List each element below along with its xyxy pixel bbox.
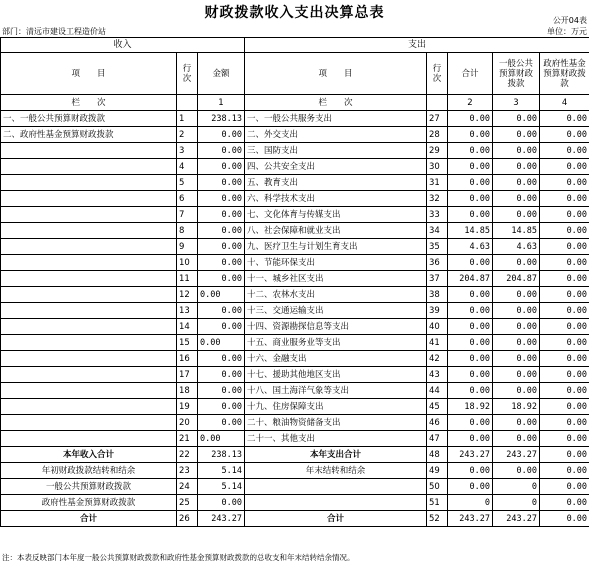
- gov-fund-cell: 0.00: [540, 319, 589, 335]
- income-rowno-cell: 15: [177, 335, 198, 351]
- income-rowno-cell: 14: [177, 319, 198, 335]
- budget-table: [0, 37, 589, 527]
- general-budget-cell: 0.00: [493, 111, 540, 127]
- expense-rowno-cell: 48: [427, 447, 448, 463]
- empty-cell: [427, 95, 448, 111]
- expense-lanci-label: 栏 次: [245, 95, 427, 111]
- general-budget-cell: 0.00: [493, 351, 540, 367]
- expense-item-cell: 六、科学技术支出: [245, 191, 427, 207]
- expense-total-cell: 243.27: [448, 511, 493, 527]
- report-title: 财政拨款收入支出决算总表: [204, 5, 385, 21]
- col-1-label: 1: [198, 95, 245, 111]
- table-row: [1, 175, 589, 191]
- expense-total-cell: 0.00: [448, 255, 493, 271]
- gov-fund-cell: 0.00: [540, 175, 589, 191]
- income-item-cell: [1, 159, 177, 175]
- expense-rowno-cell: 30: [427, 159, 448, 175]
- income-item-cell: 政府性基金预算财政拨款: [1, 495, 177, 511]
- general-budget-cell: 0.00: [493, 191, 540, 207]
- expense-item-cell: 十七、援助其他地区支出: [245, 367, 427, 383]
- general-budget-cell: 0.00: [493, 159, 540, 175]
- header-row-3: [1, 95, 589, 111]
- expense-item-cell: 七、文化体育与传媒支出: [245, 207, 427, 223]
- table-row: [1, 479, 589, 495]
- income-rowno-header: 行次: [177, 53, 198, 95]
- expense-rowno-cell: 37: [427, 271, 448, 287]
- income-amount-cell: 0.00: [198, 207, 245, 223]
- income-rowno-cell: 1: [177, 111, 198, 127]
- general-budget-cell: 0.00: [493, 143, 540, 159]
- income-item-cell: [1, 431, 177, 447]
- gov-fund-cell: 0.00: [540, 207, 589, 223]
- income-amount-cell: 0.00: [198, 255, 245, 271]
- expense-rowno-cell: 40: [427, 319, 448, 335]
- general-budget-cell: 243.27: [493, 511, 540, 527]
- table-row: [1, 127, 589, 143]
- income-rowno-cell: 12: [177, 287, 198, 303]
- expense-total-cell: 0.00: [448, 415, 493, 431]
- income-item-cell: [1, 191, 177, 207]
- general-budget-cell: 0.00: [493, 335, 540, 351]
- general-budget-cell: 0.00: [493, 127, 540, 143]
- expense-rowno-cell: 33: [427, 207, 448, 223]
- gov-fund-cell: 0.00: [540, 159, 589, 175]
- income-item-cell: [1, 415, 177, 431]
- income-rowno-cell: 9: [177, 239, 198, 255]
- col-4-label: 4: [540, 95, 589, 111]
- general-budget-cell: 0.00: [493, 367, 540, 383]
- expense-total-cell: 0.00: [448, 351, 493, 367]
- income-item-cell: [1, 239, 177, 255]
- gov-fund-cell: 0.00: [540, 111, 589, 127]
- income-item-cell: [1, 143, 177, 159]
- general-budget-cell: 204.87: [493, 271, 540, 287]
- expense-rowno-cell: 35: [427, 239, 448, 255]
- expense-item-cell: [245, 479, 427, 495]
- gov-fund-cell: 0.00: [540, 271, 589, 287]
- income-amount-cell: 0.00: [198, 191, 245, 207]
- expense-item-cell: 十、节能环保支出: [245, 255, 427, 271]
- expense-total-cell: 0.00: [448, 111, 493, 127]
- income-amount-cell: 0.00: [198, 303, 245, 319]
- expense-total-cell: 0.00: [448, 143, 493, 159]
- expense-total-cell: 4.63: [448, 239, 493, 255]
- general-budget-cell: 0.00: [493, 255, 540, 271]
- general-budget-cell: 0.00: [493, 383, 540, 399]
- income-item-cell: [1, 175, 177, 191]
- expense-total-cell: 0.00: [448, 383, 493, 399]
- expense-rowno-cell: 44: [427, 383, 448, 399]
- expense-total-cell: 0.00: [448, 191, 493, 207]
- table-row: [1, 159, 589, 175]
- expense-total-cell: 243.27: [448, 447, 493, 463]
- income-amount-cell: 243.27: [198, 511, 245, 527]
- gov-fund-cell: 0.00: [540, 495, 589, 511]
- table-row: [1, 367, 589, 383]
- gov-fund-cell: 0.00: [540, 223, 589, 239]
- table-row: [1, 495, 589, 511]
- table-row: [1, 351, 589, 367]
- unit-label: 单位：万元: [547, 27, 587, 36]
- income-rowno-cell: 26: [177, 511, 198, 527]
- general-budget-header: 一般公共预算财政拨款: [493, 53, 540, 95]
- expense-total-cell: 0: [448, 495, 493, 511]
- income-rowno-cell: 5: [177, 175, 198, 191]
- income-amount-cell: 0.00: [198, 335, 245, 351]
- expense-rowno-cell: 38: [427, 287, 448, 303]
- gov-fund-header: 政府性基金预算财政拨款: [540, 53, 589, 95]
- income-item-header: 项 目: [1, 53, 177, 95]
- expense-rowno-cell: 28: [427, 127, 448, 143]
- gov-fund-cell: 0.00: [540, 191, 589, 207]
- income-amount-cell: 5.14: [198, 463, 245, 479]
- income-lanci-label: 栏 次: [1, 95, 177, 111]
- income-item-cell: [1, 271, 177, 287]
- expense-item-cell: 十五、商业服务业等支出: [245, 335, 427, 351]
- expense-rowno-cell: 31: [427, 175, 448, 191]
- table-row: [1, 431, 589, 447]
- income-amount-cell: 0.00: [198, 159, 245, 175]
- expense-rowno-cell: 41: [427, 335, 448, 351]
- expense-rowno-cell: 36: [427, 255, 448, 271]
- expense-item-cell: 八、社会保障和就业支出: [245, 223, 427, 239]
- table-row: [1, 287, 589, 303]
- expense-rowno-cell: 47: [427, 431, 448, 447]
- income-amount-cell: 0.00: [198, 351, 245, 367]
- income-item-cell: [1, 319, 177, 335]
- expense-total-cell: 0.00: [448, 319, 493, 335]
- income-amount-cell: 238.13: [198, 447, 245, 463]
- expense-item-cell: 二十一、其他支出: [245, 431, 427, 447]
- table-row: [1, 303, 589, 319]
- expense-total-cell: 0.00: [448, 463, 493, 479]
- expense-total-cell: 0.00: [448, 431, 493, 447]
- general-budget-cell: 0.00: [493, 463, 540, 479]
- expense-item-cell: 十四、资源勘探信息等支出: [245, 319, 427, 335]
- income-rowno-cell: 8: [177, 223, 198, 239]
- expense-item-cell: 三、国防支出: [245, 143, 427, 159]
- table-row: [1, 383, 589, 399]
- table-row: [1, 191, 589, 207]
- income-rowno-cell: 19: [177, 399, 198, 415]
- income-amount-cell: 0.00: [198, 495, 245, 511]
- income-amount-cell: 0.00: [198, 399, 245, 415]
- income-item-cell: [1, 303, 177, 319]
- table-row: [1, 335, 589, 351]
- gov-fund-cell: 0.00: [540, 335, 589, 351]
- income-item-cell: [1, 383, 177, 399]
- gov-fund-cell: 0.00: [540, 511, 589, 527]
- income-item-cell: 一般公共预算财政拨款: [1, 479, 177, 495]
- expense-item-cell: 十八、国土海洋气象等支出: [245, 383, 427, 399]
- total-header: 合计: [448, 53, 493, 95]
- gov-fund-cell: 0.00: [540, 351, 589, 367]
- table-row: [1, 239, 589, 255]
- expense-total-cell: 0.00: [448, 303, 493, 319]
- table-row: [1, 223, 589, 239]
- income-amount-cell: 0.00: [198, 431, 245, 447]
- income-item-cell: 年初财政拨款结转和结余: [1, 463, 177, 479]
- table-row: [1, 447, 589, 463]
- expense-item-cell: [245, 495, 427, 511]
- income-rowno-cell: 24: [177, 479, 198, 495]
- income-rowno-cell: 6: [177, 191, 198, 207]
- gov-fund-cell: 0.00: [540, 255, 589, 271]
- gov-fund-cell: 0.00: [540, 431, 589, 447]
- expense-item-cell: 十六、金融支出: [245, 351, 427, 367]
- general-budget-cell: 0.00: [493, 175, 540, 191]
- income-amount-cell: 5.14: [198, 479, 245, 495]
- income-amount-cell: 0.00: [198, 127, 245, 143]
- income-item-cell: [1, 335, 177, 351]
- gov-fund-cell: 0.00: [540, 143, 589, 159]
- general-budget-cell: 0: [493, 479, 540, 495]
- income-item-cell: [1, 207, 177, 223]
- general-budget-cell: 0.00: [493, 319, 540, 335]
- table-row: [1, 319, 589, 335]
- col-2-label: 2: [448, 95, 493, 111]
- gov-fund-cell: 0.00: [540, 415, 589, 431]
- gov-fund-cell: 0.00: [540, 383, 589, 399]
- form-code: 公开04表: [552, 16, 587, 25]
- table-row: [1, 511, 589, 527]
- expense-total-cell: 0.00: [448, 479, 493, 495]
- income-rowno-cell: 20: [177, 415, 198, 431]
- income-amount-cell: 0.00: [198, 143, 245, 159]
- gov-fund-cell: 0.00: [540, 287, 589, 303]
- general-budget-cell: 0.00: [493, 207, 540, 223]
- expense-item-cell: 十一、城乡社区支出: [245, 271, 427, 287]
- expense-rowno-cell: 42: [427, 351, 448, 367]
- expense-rowno-cell: 39: [427, 303, 448, 319]
- table-row: [1, 207, 589, 223]
- income-amount-cell: 0.00: [198, 287, 245, 303]
- income-rowno-cell: 13: [177, 303, 198, 319]
- income-item-cell: [1, 287, 177, 303]
- expense-total-cell: 0.00: [448, 287, 493, 303]
- income-item-cell: [1, 399, 177, 415]
- header-row-1: [1, 38, 589, 53]
- income-item-cell: 一、一般公共预算财政拨款: [1, 111, 177, 127]
- gov-fund-cell: 0.00: [540, 303, 589, 319]
- income-amount-cell: 0.00: [198, 271, 245, 287]
- income-amount-cell: 0.00: [198, 223, 245, 239]
- expense-item-cell: 十九、住房保障支出: [245, 399, 427, 415]
- table-row: [1, 111, 589, 127]
- footnote: 注：本表反映部门本年度一般公共预算财政拨款和政府性基金预算财政拨款的总收支和年末结转结余情况。: [2, 553, 355, 562]
- expense-item-cell: 十三、交通运输支出: [245, 303, 427, 319]
- general-budget-cell: 243.27: [493, 447, 540, 463]
- general-budget-cell: 0.00: [493, 415, 540, 431]
- expense-total-cell: 0.00: [448, 207, 493, 223]
- expense-rowno-cell: 51: [427, 495, 448, 511]
- income-rowno-cell: 4: [177, 159, 198, 175]
- table-row: [1, 463, 589, 479]
- expense-rowno-header: 行次: [427, 53, 448, 95]
- income-item-cell: [1, 223, 177, 239]
- table-row: [1, 255, 589, 271]
- income-rowno-cell: 3: [177, 143, 198, 159]
- expense-rowno-cell: 27: [427, 111, 448, 127]
- income-amount-cell: 0.00: [198, 383, 245, 399]
- expense-item-cell: 二、外交支出: [245, 127, 427, 143]
- income-item-cell: 合计: [1, 511, 177, 527]
- expense-item-cell: 四、公共安全支出: [245, 159, 427, 175]
- general-budget-cell: 0.00: [493, 303, 540, 319]
- empty-cell: [177, 95, 198, 111]
- general-budget-cell: 4.63: [493, 239, 540, 255]
- gov-fund-cell: 0.00: [540, 367, 589, 383]
- expense-total-cell: 0.00: [448, 159, 493, 175]
- gov-fund-cell: 0.00: [540, 447, 589, 463]
- gov-fund-cell: 0.00: [540, 399, 589, 415]
- income-rowno-cell: 23: [177, 463, 198, 479]
- expense-item-header: 项 目: [245, 53, 427, 95]
- expense-rowno-cell: 43: [427, 367, 448, 383]
- expense-rowno-cell: 50: [427, 479, 448, 495]
- income-rowno-cell: 10: [177, 255, 198, 271]
- expense-item-cell: 一、一般公共服务支出: [245, 111, 427, 127]
- income-rowno-cell: 17: [177, 367, 198, 383]
- expense-item-cell: 二十、粮油物资储备支出: [245, 415, 427, 431]
- expense-rowno-cell: 49: [427, 463, 448, 479]
- amount-header: 金额: [198, 53, 245, 95]
- table-row: [1, 271, 589, 287]
- general-budget-cell: 0: [493, 495, 540, 511]
- expense-rowno-cell: 32: [427, 191, 448, 207]
- income-amount-cell: 0.00: [198, 175, 245, 191]
- table-row: [1, 415, 589, 431]
- expense-item-cell: 合计: [245, 511, 427, 527]
- income-item-cell: 本年收入合计: [1, 447, 177, 463]
- expense-item-cell: 五、教育支出: [245, 175, 427, 191]
- income-rowno-cell: 2: [177, 127, 198, 143]
- expense-item-cell: 九、医疗卫生与计划生育支出: [245, 239, 427, 255]
- department-label: 部门：清远市建设工程造价站: [2, 27, 106, 36]
- expense-item-cell: 本年支出合计: [245, 447, 427, 463]
- col-3-label: 3: [493, 95, 540, 111]
- expense-total-cell: 0.00: [448, 175, 493, 191]
- expense-rowno-cell: 34: [427, 223, 448, 239]
- income-item-cell: [1, 367, 177, 383]
- expense-total-cell: 18.92: [448, 399, 493, 415]
- expense-item-cell: 年末结转和结余: [245, 463, 427, 479]
- expense-header: 支出: [245, 38, 589, 53]
- general-budget-cell: 18.92: [493, 399, 540, 415]
- income-rowno-cell: 18: [177, 383, 198, 399]
- income-rowno-cell: 22: [177, 447, 198, 463]
- expense-total-cell: 0.00: [448, 127, 493, 143]
- income-amount-cell: 0.00: [198, 415, 245, 431]
- gov-fund-cell: 0.00: [540, 239, 589, 255]
- table-row: [1, 399, 589, 415]
- expense-total-cell: 14.85: [448, 223, 493, 239]
- income-rowno-cell: 7: [177, 207, 198, 223]
- expense-rowno-cell: 45: [427, 399, 448, 415]
- general-budget-cell: 0.00: [493, 431, 540, 447]
- expense-item-cell: 十二、农林水支出: [245, 287, 427, 303]
- income-rowno-cell: 16: [177, 351, 198, 367]
- general-budget-cell: 0.00: [493, 287, 540, 303]
- expense-total-cell: 0.00: [448, 335, 493, 351]
- income-rowno-cell: 21: [177, 431, 198, 447]
- income-amount-cell: 0.00: [198, 319, 245, 335]
- income-amount-cell: 0.00: [198, 239, 245, 255]
- expense-total-cell: 0.00: [448, 367, 493, 383]
- income-amount-cell: 0.00: [198, 367, 245, 383]
- table-row: [1, 143, 589, 159]
- expense-total-cell: 204.87: [448, 271, 493, 287]
- income-item-cell: [1, 351, 177, 367]
- header-row-2: [1, 53, 589, 95]
- expense-rowno-cell: 52: [427, 511, 448, 527]
- income-item-cell: 二、政府性基金预算财政拨款: [1, 127, 177, 143]
- income-item-cell: [1, 255, 177, 271]
- expense-rowno-cell: 29: [427, 143, 448, 159]
- expense-rowno-cell: 46: [427, 415, 448, 431]
- gov-fund-cell: 0.00: [540, 479, 589, 495]
- income-header: 收入: [1, 38, 245, 53]
- gov-fund-cell: 0.00: [540, 463, 589, 479]
- gov-fund-cell: 0.00: [540, 127, 589, 143]
- income-rowno-cell: 25: [177, 495, 198, 511]
- general-budget-cell: 14.85: [493, 223, 540, 239]
- income-rowno-cell: 11: [177, 271, 198, 287]
- income-amount-cell: 238.13: [198, 111, 245, 127]
